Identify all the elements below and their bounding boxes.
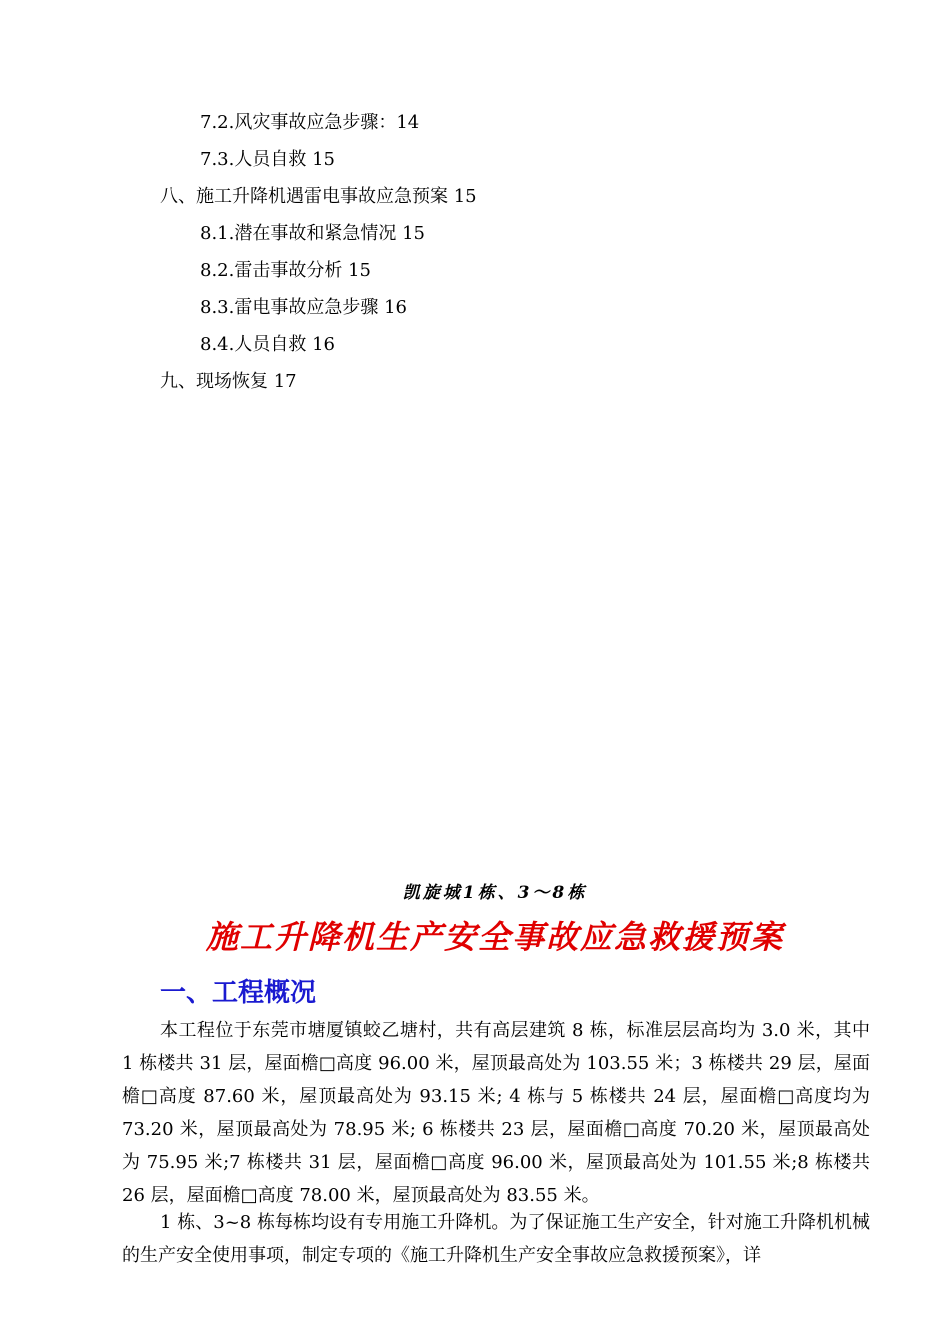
toc-item-chapter-9: 九、现场恢复 17: [160, 371, 297, 392]
toc-item-chapter-8: 八、施工升降机遇雷电事故应急预案 15: [160, 186, 477, 207]
paragraph-text: 1 栋、3~8 栋每栋均设有专用施工升降机。为了保证施工生产安全，针对施工升降机机械的生产安全使用事项，制定专项的《施工升降机生产安全事故应急救援预案》，详: [122, 1212, 870, 1266]
toc-item-8-1: 8.1.潜在事故和紧急情况 15: [200, 223, 425, 244]
document-subtitle: 凯旋城1栋、3～8栋: [402, 883, 588, 903]
document-title: 施工升降机生产安全事故应急救援预案: [205, 918, 784, 956]
toc-item-8-4: 8.4.人员自救 16: [200, 334, 335, 355]
paragraph-project-overview: [122, 1014, 870, 1212]
toc-item-8-3: 8.3.雷电事故应急步骤 16: [200, 297, 407, 318]
toc-item-7-2: 7.2.风灾事故应急步骤：14: [200, 112, 420, 133]
section-heading: 一、工程概况: [160, 978, 317, 1008]
toc-item-7-3: 7.3.人员自救 15: [200, 149, 335, 170]
paragraph-text: 本工程位于东莞市塘厦镇蛟乙塘村，共有高层建筑 8 栋，标准层层高均为 3.0 米，其中 1 栋楼共 31 层，屋面檐□高度 96.00 米，屋顶最高处为 103.55 米；3 栋楼共 29 层，屋面檐□高度 87.60 米，屋顶最高处为 93.15 米; 4 栋与 5 栋楼共 24 层，屋面檐□高度均为 73.20 米，屋顶最高处为 78.95 米; 6 栋楼共 23 层，屋面檐□高度 70.20 米，屋顶最高处为 75.95 米;7 栋楼共 31 层，屋面檐□高度 96.00 米，屋顶最高处为 101.55 米;8 栋楼共 26 层，屋面檐□高度 78.00 米，屋顶最高处为 83.55 米。: [122, 1020, 870, 1206]
paragraph-elevator-plan: [122, 1206, 870, 1272]
toc-item-8-2: 8.2.雷击事故分析 15: [200, 260, 371, 281]
